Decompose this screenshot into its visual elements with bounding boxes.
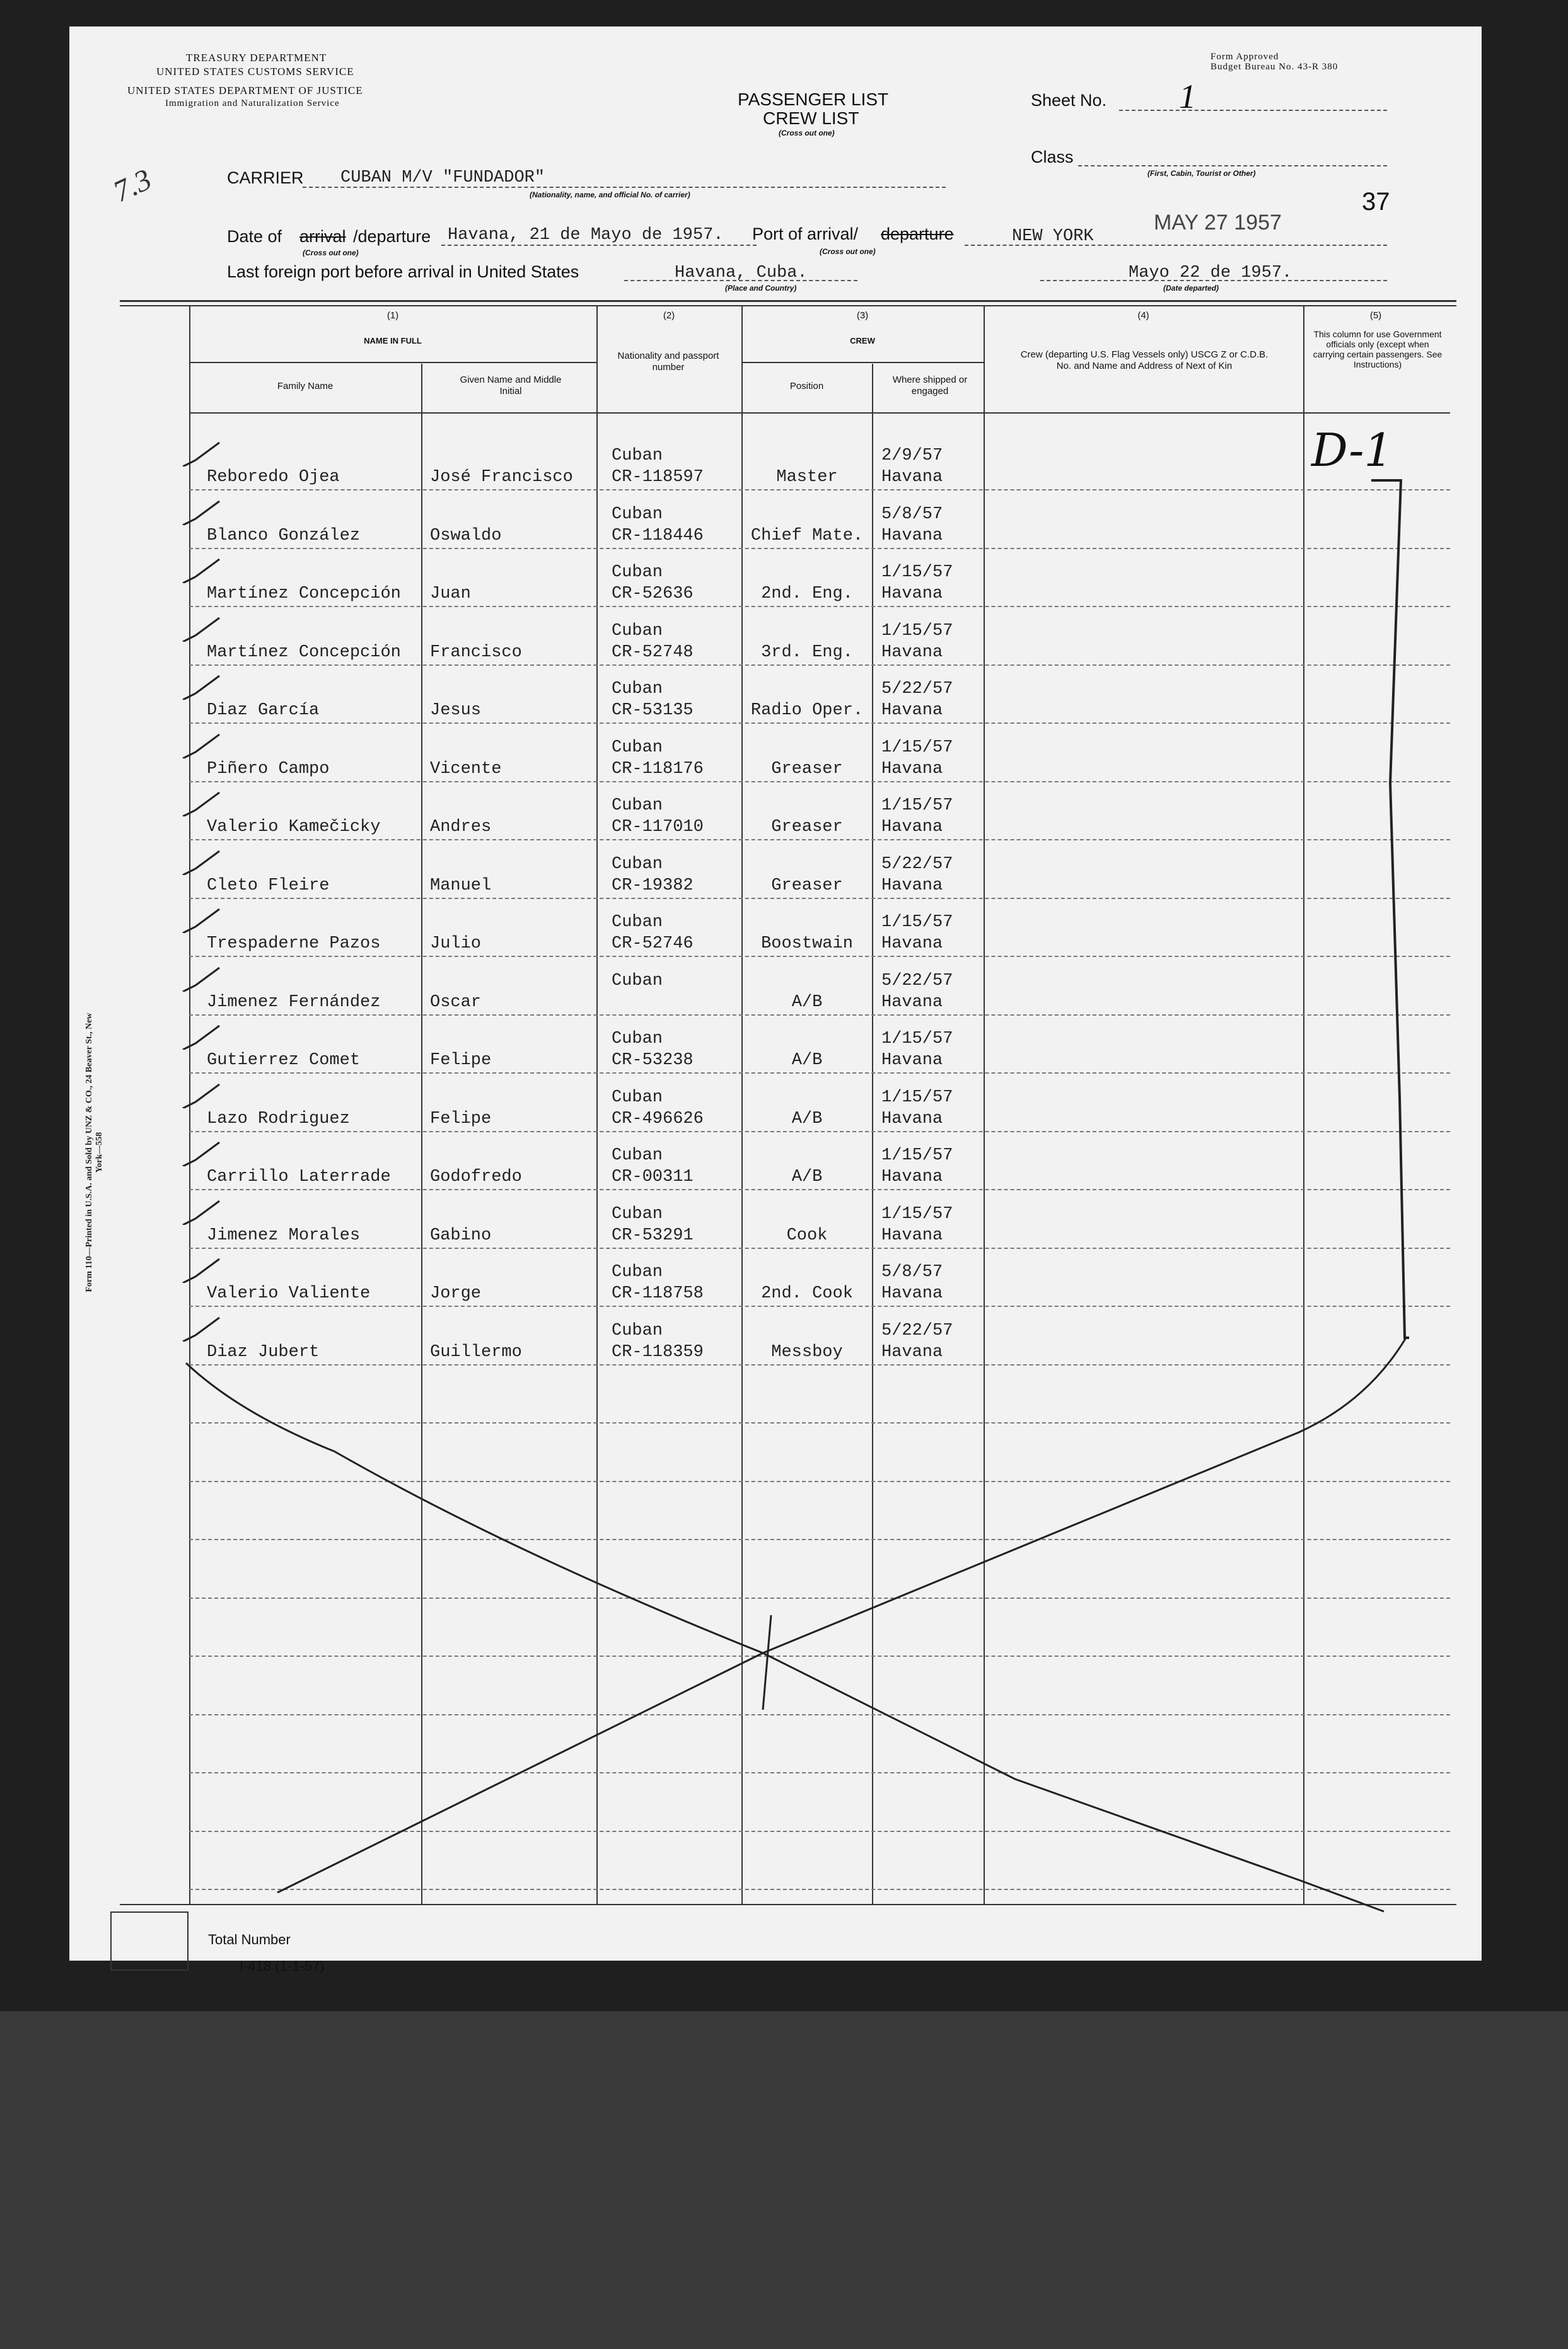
col5-title: This column for use Government officials only (except when carrying certain passengers. See Instructions) bbox=[1313, 329, 1443, 369]
shipped-date: 5/22/57 bbox=[881, 680, 953, 699]
family-name: Diaz García bbox=[207, 701, 320, 720]
form-title-crew: CREW LIST bbox=[763, 108, 859, 128]
date-caption: (Cross out one) bbox=[303, 248, 359, 257]
given-name: Manuel bbox=[430, 876, 492, 895]
passport-number: CR-496626 bbox=[612, 1109, 704, 1128]
passport-number: CR-118359 bbox=[612, 1342, 704, 1362]
given-name: Guillermo bbox=[430, 1342, 522, 1362]
given-name: Juan bbox=[430, 584, 471, 603]
nationality: Cuban bbox=[612, 1146, 663, 1165]
shipped-date: 1/15/57 bbox=[881, 738, 953, 757]
shipped-date: 1/15/57 bbox=[881, 913, 953, 932]
official-annotation: D-1 bbox=[1311, 424, 1393, 477]
nationality: Cuban bbox=[612, 738, 663, 757]
passport-number: CR-118758 bbox=[612, 1284, 704, 1303]
nationality: Cuban bbox=[612, 1321, 663, 1340]
carrier-label: CARRIER bbox=[227, 168, 304, 187]
given-name: José Francisco bbox=[430, 468, 573, 487]
position: Chief Mate. bbox=[750, 526, 864, 545]
shipped-date: 1/15/57 bbox=[881, 1146, 953, 1165]
total-number-box bbox=[110, 1911, 189, 1971]
shipped-place: Havana bbox=[881, 759, 943, 779]
position: 3rd. Eng. bbox=[761, 642, 853, 662]
shipped-date: 1/15/57 bbox=[881, 796, 953, 815]
given-name: Felipe bbox=[430, 1109, 492, 1128]
given-name: Jorge bbox=[430, 1284, 482, 1303]
col2-number: (2) bbox=[663, 310, 675, 321]
col5-number: (5) bbox=[1369, 310, 1382, 321]
shipped-place: Havana bbox=[881, 818, 943, 837]
col1-number: (1) bbox=[386, 310, 399, 321]
position: 2nd. Eng. bbox=[761, 584, 853, 603]
sheet-value: 1 bbox=[1179, 78, 1196, 115]
passport-number: CR-00311 bbox=[612, 1168, 694, 1186]
col3-number: (3) bbox=[856, 310, 869, 321]
nationality: Cuban bbox=[612, 971, 663, 990]
shipped-place: Havana bbox=[881, 1226, 943, 1245]
position: Greaser bbox=[771, 818, 843, 837]
nationality: Cuban bbox=[612, 680, 663, 699]
shipped-place: Havana bbox=[881, 1284, 943, 1303]
given-name: Oswaldo bbox=[430, 526, 502, 545]
nationality: Cuban bbox=[612, 621, 663, 641]
position: Greaser bbox=[771, 876, 843, 895]
position: Boostwain bbox=[761, 934, 853, 953]
given-name: Oscar bbox=[430, 992, 482, 1012]
family-name: Martínez Concepción bbox=[207, 584, 401, 603]
port-caption: (Cross out one) bbox=[820, 247, 876, 256]
family-name: Piñero Campo bbox=[207, 759, 330, 779]
shipped-date: 1/15/57 bbox=[881, 1204, 953, 1224]
family-name: Carrillo Laterrade bbox=[207, 1168, 391, 1186]
position: A/B bbox=[791, 1109, 823, 1128]
family-name: Reboredo Ojea bbox=[207, 468, 340, 487]
shipped-date: 1/15/57 bbox=[881, 621, 953, 641]
received-stamp: MAY 27 1957 bbox=[1154, 211, 1282, 235]
page-number: 37 bbox=[1362, 188, 1390, 216]
nationality: Cuban bbox=[612, 854, 663, 874]
col-given-name: Given Name and Middle Initial bbox=[460, 374, 562, 397]
given-name: Felipe bbox=[430, 1051, 492, 1070]
shipped-place: Havana bbox=[881, 584, 943, 603]
family-name: Jimenez Fernández bbox=[207, 992, 381, 1012]
position: Messboy bbox=[771, 1342, 843, 1362]
family-name: Martínez Concepción bbox=[207, 642, 401, 662]
scan-background bbox=[0, 2011, 1568, 2349]
family-name: Blanco González bbox=[207, 526, 361, 545]
given-name: Jesus bbox=[430, 701, 482, 720]
nationality: Cuban bbox=[612, 1088, 663, 1107]
given-name: Godofredo bbox=[430, 1168, 522, 1186]
passport-number: CR-118446 bbox=[612, 526, 704, 545]
col4-title: Crew (departing U.S. Flag Vessels only) USCG Z or C.D.B. No. and Name and Address of Next of Kin bbox=[1020, 349, 1269, 371]
shipped-place: Havana bbox=[881, 876, 943, 895]
family-name: Lazo Rodriguez bbox=[207, 1109, 350, 1128]
form-number: I-418 (1-1-57) bbox=[240, 1958, 325, 1974]
passport-number: CR-53238 bbox=[612, 1051, 694, 1070]
family-name: Valerio Kamečicky bbox=[207, 818, 381, 837]
nationality: Cuban bbox=[612, 563, 663, 582]
shipped-place: Havana bbox=[881, 1051, 943, 1070]
family-name: Gutierrez Comet bbox=[207, 1051, 361, 1070]
printer-imprint: Form 110—Printed in U.S.A. and Sold by UNZ & CO., 24 Beaver St., New York—558 bbox=[84, 1012, 104, 1292]
nationality: Cuban bbox=[612, 913, 663, 932]
shipped-date: 5/22/57 bbox=[881, 854, 953, 874]
port-departure-word: departure bbox=[881, 224, 954, 243]
departure-word: /departure bbox=[353, 227, 431, 246]
position: A/B bbox=[791, 1051, 823, 1070]
passport-number: CR-19382 bbox=[612, 876, 694, 895]
nationality: Cuban bbox=[612, 1204, 663, 1224]
given-name: Andres bbox=[430, 818, 492, 837]
last-port-value: Havana, Cuba. bbox=[675, 264, 808, 282]
shipped-place: Havana bbox=[881, 934, 943, 953]
shipped-date: 5/22/57 bbox=[881, 971, 953, 990]
shipped-date: 2/9/57 bbox=[881, 446, 943, 465]
col-position: Position bbox=[789, 381, 824, 392]
col1-title: NAME IN FULL bbox=[364, 336, 422, 345]
port-label: Port of arrival/ bbox=[752, 224, 859, 243]
date-of-label: Date of bbox=[227, 227, 282, 246]
sheet-label: Sheet No. bbox=[1031, 91, 1107, 110]
given-name: Julio bbox=[430, 934, 482, 953]
col-where-shipped: Where shipped or engaged bbox=[892, 374, 968, 397]
shipped-date: 1/15/57 bbox=[881, 1088, 953, 1107]
approval-line-2: Budget Bureau No. 43-R 380 bbox=[1211, 62, 1339, 72]
total-number-label: Total Number bbox=[208, 1932, 291, 1947]
agency-line-4: Immigration and Naturalization Service bbox=[165, 98, 340, 108]
class-caption: (First, Cabin, Tourist or Other) bbox=[1147, 169, 1256, 178]
nationality: Cuban bbox=[612, 446, 663, 465]
shipped-place: Havana bbox=[881, 526, 943, 545]
passport-number: CR-53135 bbox=[612, 701, 694, 720]
family-name: Diaz Jubert bbox=[207, 1342, 320, 1362]
passport-number: CR-53291 bbox=[612, 1226, 694, 1245]
agency-line-1: TREASURY DEPARTMENT bbox=[186, 52, 327, 64]
col-nationality: Nationality and passport number bbox=[617, 351, 719, 373]
cancellation-marks bbox=[69, 26, 1482, 1961]
shipped-date: 5/8/57 bbox=[881, 504, 943, 524]
nationality: Cuban bbox=[612, 796, 663, 815]
margin-note: 7.3 bbox=[108, 162, 157, 209]
shipped-date: 5/8/57 bbox=[881, 1263, 943, 1282]
shipped-place: Havana bbox=[881, 468, 943, 487]
class-label: Class bbox=[1031, 148, 1074, 166]
col-crew: CREW bbox=[850, 336, 875, 345]
given-name: Vicente bbox=[430, 759, 502, 779]
form-title-passenger: PASSENGER LIST bbox=[738, 90, 889, 109]
nationality: Cuban bbox=[612, 504, 663, 524]
position: Cook bbox=[786, 1226, 828, 1245]
passport-number: CR-52746 bbox=[612, 934, 694, 953]
agency-line-3: UNITED STATES DEPARTMENT OF JUSTICE bbox=[127, 84, 363, 96]
position: A/B bbox=[791, 1168, 823, 1186]
last-port-caption: (Place and Country) bbox=[725, 284, 797, 293]
family-name: Cleto Fleire bbox=[207, 876, 330, 895]
family-name: Jimenez Morales bbox=[207, 1226, 361, 1245]
shipped-place: Havana bbox=[881, 1109, 943, 1128]
family-name: Valerio Valiente bbox=[207, 1284, 371, 1303]
port-value: NEW YORK bbox=[1012, 227, 1094, 246]
carrier-caption: (Nationality, name, and official No. of carrier) bbox=[530, 190, 690, 199]
shipped-date: 1/15/57 bbox=[881, 1030, 953, 1048]
passport-number: CR-52748 bbox=[612, 642, 694, 662]
position: 2nd. Cook bbox=[761, 1284, 853, 1303]
passport-number: CR-118597 bbox=[612, 468, 704, 487]
position: Greaser bbox=[771, 759, 843, 779]
shipped-place: Havana bbox=[881, 1168, 943, 1186]
family-name: Trespaderne Pazos bbox=[207, 934, 381, 953]
nationality: Cuban bbox=[612, 1030, 663, 1048]
shipped-date: 1/15/57 bbox=[881, 563, 953, 582]
departure-value: Havana, 21 de Mayo de 1957. bbox=[448, 226, 724, 245]
shipped-place: Havana bbox=[881, 992, 943, 1012]
last-port-label: Last foreign port before arrival in United States bbox=[227, 262, 579, 281]
col-family-name: Family Name bbox=[277, 381, 334, 392]
given-name: Gabino bbox=[430, 1226, 492, 1245]
nationality: Cuban bbox=[612, 1263, 663, 1282]
date-departed-value: Mayo 22 de 1957. bbox=[1129, 264, 1292, 282]
given-name: Francisco bbox=[430, 642, 522, 662]
crew-list-form bbox=[69, 26, 1482, 1974]
passport-number: CR-117010 bbox=[612, 818, 704, 837]
col4-number: (4) bbox=[1137, 310, 1149, 321]
arrival-word: arrival bbox=[299, 227, 346, 246]
position: A/B bbox=[791, 992, 823, 1012]
shipped-place: Havana bbox=[881, 701, 943, 720]
shipped-place: Havana bbox=[881, 1342, 943, 1362]
shipped-date: 5/22/57 bbox=[881, 1321, 953, 1340]
position: Master bbox=[776, 468, 838, 487]
date-departed-caption: (Date departed) bbox=[1163, 284, 1219, 293]
approval-line-1: Form Approved bbox=[1211, 52, 1279, 62]
position: Radio Oper. bbox=[750, 701, 864, 720]
shipped-place: Havana bbox=[881, 642, 943, 662]
passport-number: CR-52636 bbox=[612, 584, 694, 603]
passport-number: CR-118176 bbox=[612, 759, 704, 779]
carrier-value: CUBAN M/V "FUNDADOR" bbox=[340, 168, 545, 187]
agency-line-2: UNITED STATES CUSTOMS SERVICE bbox=[156, 66, 354, 78]
title-caption: (Cross out one) bbox=[779, 129, 835, 137]
